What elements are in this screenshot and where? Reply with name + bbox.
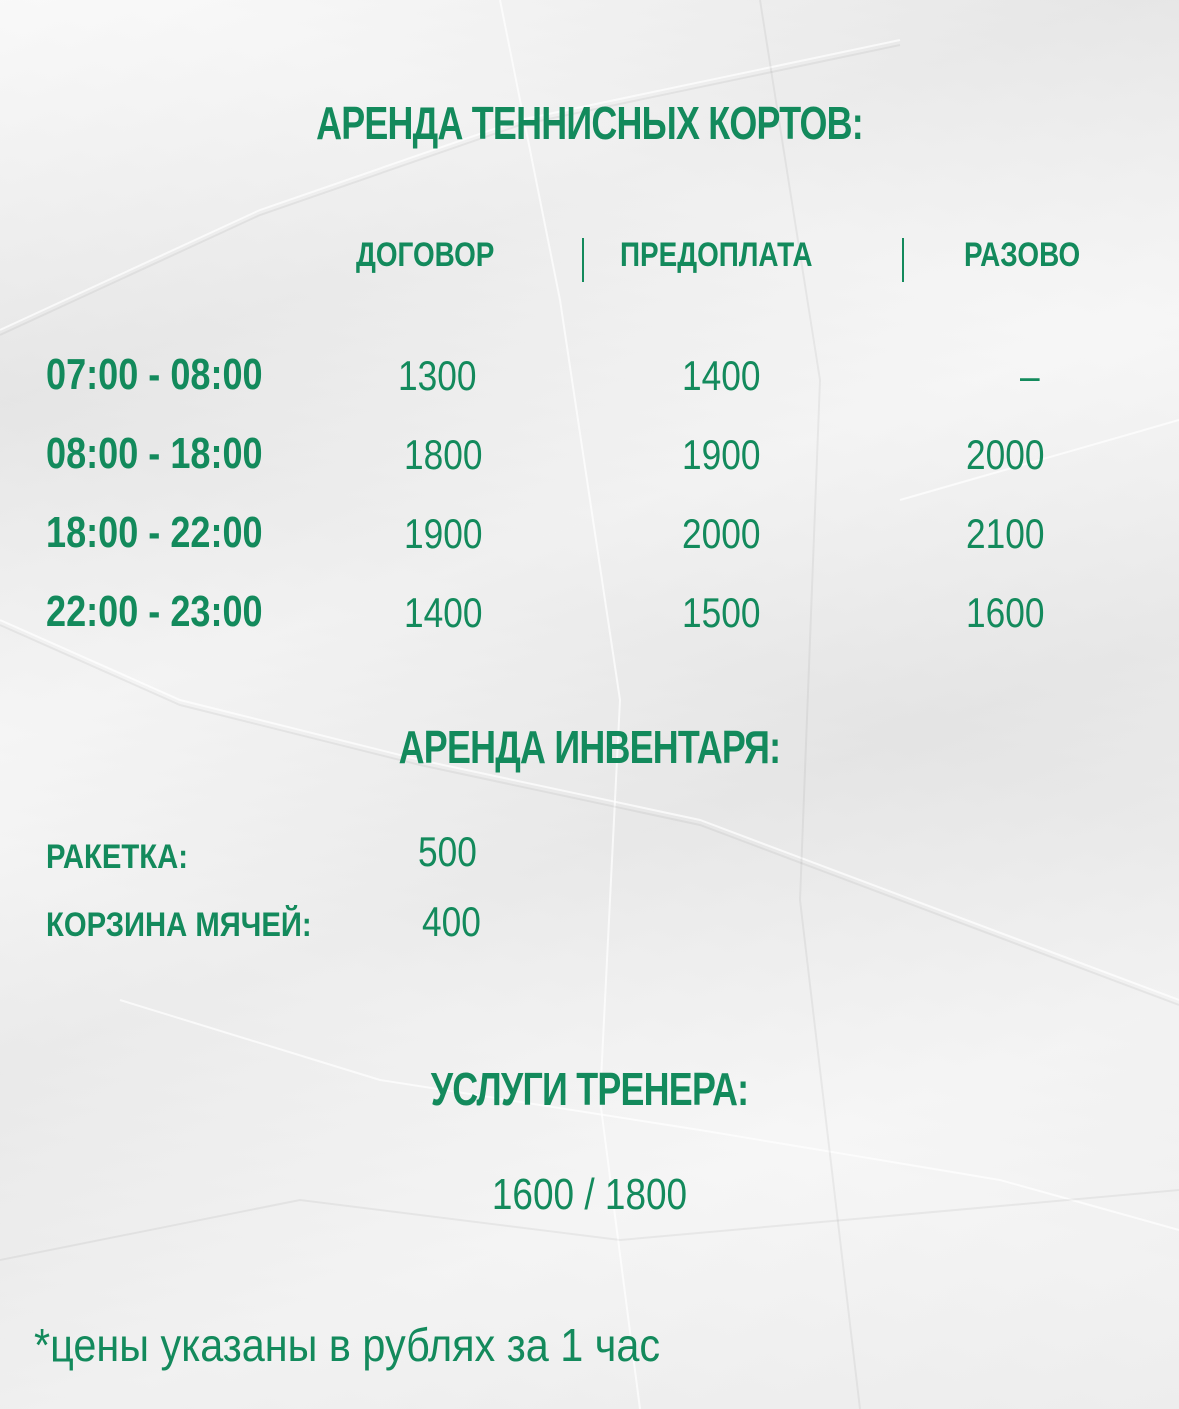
price-contract: 1900 [404,510,483,557]
price-prepay: 1500 [682,589,761,636]
price-single: 2100 [966,510,1045,557]
coach-price: 1600 / 1800 [491,1170,688,1219]
column-header-contract: ДОГОВОР [356,236,495,274]
inventory-price-racket: 500 [418,828,477,875]
column-separator [582,238,584,282]
column-header-single: РАЗОВО [964,236,1081,274]
inventory-label-racket: РАКЕТКА: [46,838,188,876]
time-slot: 08:00 - 18:00 [46,429,263,478]
price-footnote: *цены указаны в рублях за 1 час [34,1319,661,1371]
price-contract: 1400 [404,589,483,636]
price-single: – [1020,352,1040,399]
price-prepay: 1400 [682,352,761,399]
price-prepay: 2000 [682,510,761,557]
inventory-title: АРЕНДА ИНВЕНТАРЯ: [398,721,781,773]
inventory-price-ball-basket: 400 [422,898,481,945]
price-single: 1600 [966,589,1045,636]
courts-title: АРЕНДА ТЕННИСНЫХ КОРТОВ: [316,97,863,149]
price-contract: 1800 [404,431,483,478]
time-slot: 22:00 - 23:00 [46,587,263,636]
column-separator [902,238,904,282]
price-prepay: 1900 [682,431,761,478]
price-single: 2000 [966,431,1045,478]
coach-title: УСЛУГИ ТРЕНЕРА: [430,1063,749,1115]
inventory-label-ball-basket: КОРЗИНА МЯЧЕЙ: [46,906,312,944]
time-slot: 18:00 - 22:00 [46,508,263,557]
column-header-prepay: ПРЕДОПЛАТА [620,236,813,274]
time-slot: 07:00 - 08:00 [46,350,263,399]
price-contract: 1300 [398,352,477,399]
